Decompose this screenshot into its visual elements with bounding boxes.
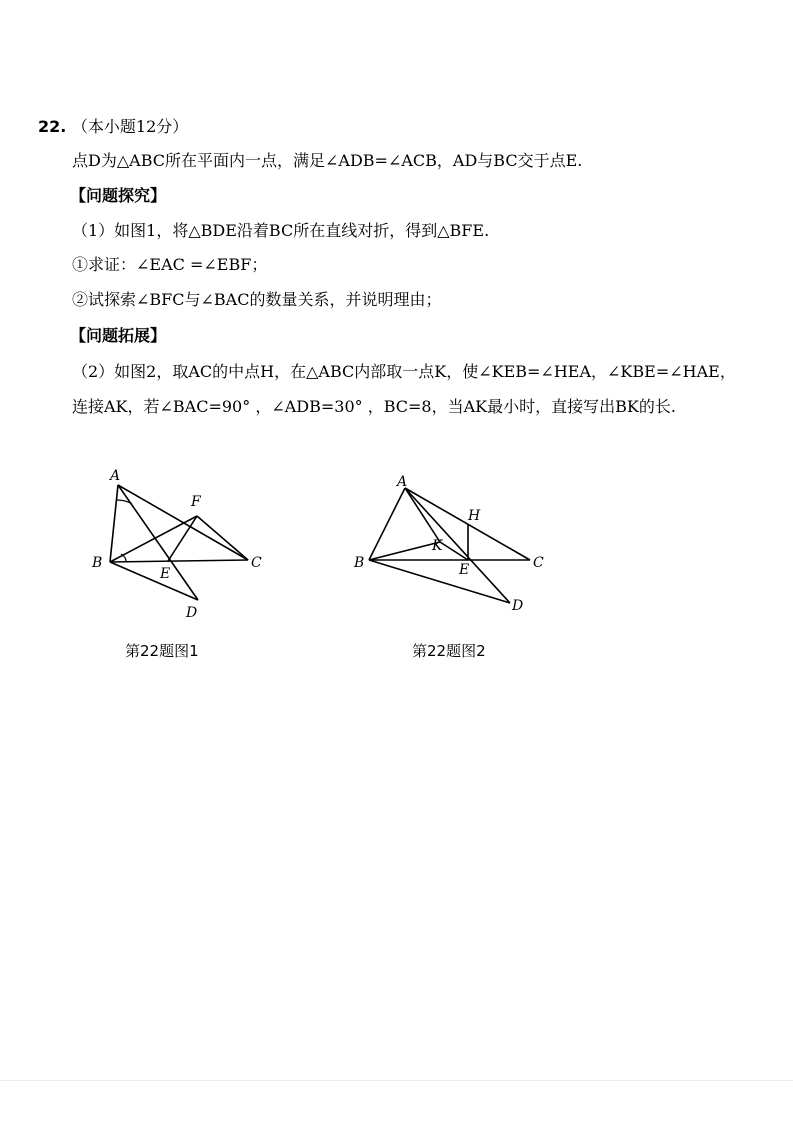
figure-2-caption: 第22题图2 bbox=[412, 642, 486, 660]
segment-BC bbox=[110, 560, 248, 562]
angle-mark-B bbox=[121, 554, 126, 561]
label-A: A bbox=[397, 474, 408, 490]
segment-BK bbox=[369, 542, 440, 560]
part1-subquestion-2: ②试探索∠BFC与∠BAC的数量关系，并说明理由； bbox=[72, 290, 442, 309]
page-bottom-divider bbox=[0, 1080, 793, 1081]
label-F: F bbox=[191, 494, 201, 510]
segment-AB bbox=[110, 485, 118, 562]
label-C: C bbox=[251, 555, 262, 571]
segment-KE bbox=[440, 542, 468, 560]
question-header bbox=[38, 116, 188, 138]
question-points: （本小题12分） bbox=[71, 117, 189, 136]
label-E: E bbox=[160, 566, 171, 582]
part1-subquestion-1: ①求证：∠EAC =∠EBF； bbox=[72, 255, 268, 274]
problem-statement: 点D为△ABC所在平面内一点，满足∠ADB=∠ACB，AD与BC交于点E. bbox=[72, 151, 583, 170]
segment-AK bbox=[405, 488, 440, 542]
section-heading-explore: 【问题探究】 bbox=[70, 186, 167, 205]
question-number: 22. bbox=[38, 117, 67, 136]
label-B: B bbox=[92, 555, 103, 571]
label-C: C bbox=[533, 555, 544, 571]
segment-BD bbox=[369, 560, 510, 603]
figure-1-caption: 第22题图1 bbox=[125, 642, 199, 660]
part2-statement-line2: 连接AK，若∠BAC=90° ，∠ADB=30° ，BC=8，当AK最小时，直接写出BK的长. bbox=[72, 397, 676, 416]
segment-AB bbox=[369, 488, 405, 560]
part1-statement: （1）如图1，将△BDE沿着BC所在直线对折，得到△BFE. bbox=[72, 221, 490, 240]
label-B: B bbox=[354, 555, 365, 571]
label-H: H bbox=[468, 508, 481, 524]
figure-1-diagram bbox=[80, 460, 280, 625]
segment-AD bbox=[405, 488, 510, 603]
label-E: E bbox=[459, 562, 470, 578]
segment-FC bbox=[197, 516, 248, 560]
part2-statement-line1: （2）如图2，取AC的中点H，在△ABC内部取一点K，使∠KEB=∠HEA，∠KBE=∠HAE， bbox=[72, 362, 736, 381]
label-D: D bbox=[186, 605, 198, 621]
label-K: K bbox=[432, 538, 443, 554]
label-A: A bbox=[110, 468, 121, 484]
figure-2-diagram bbox=[350, 470, 550, 620]
label-D: D bbox=[512, 598, 524, 614]
section-heading-extend: 【问题拓展】 bbox=[70, 326, 167, 345]
